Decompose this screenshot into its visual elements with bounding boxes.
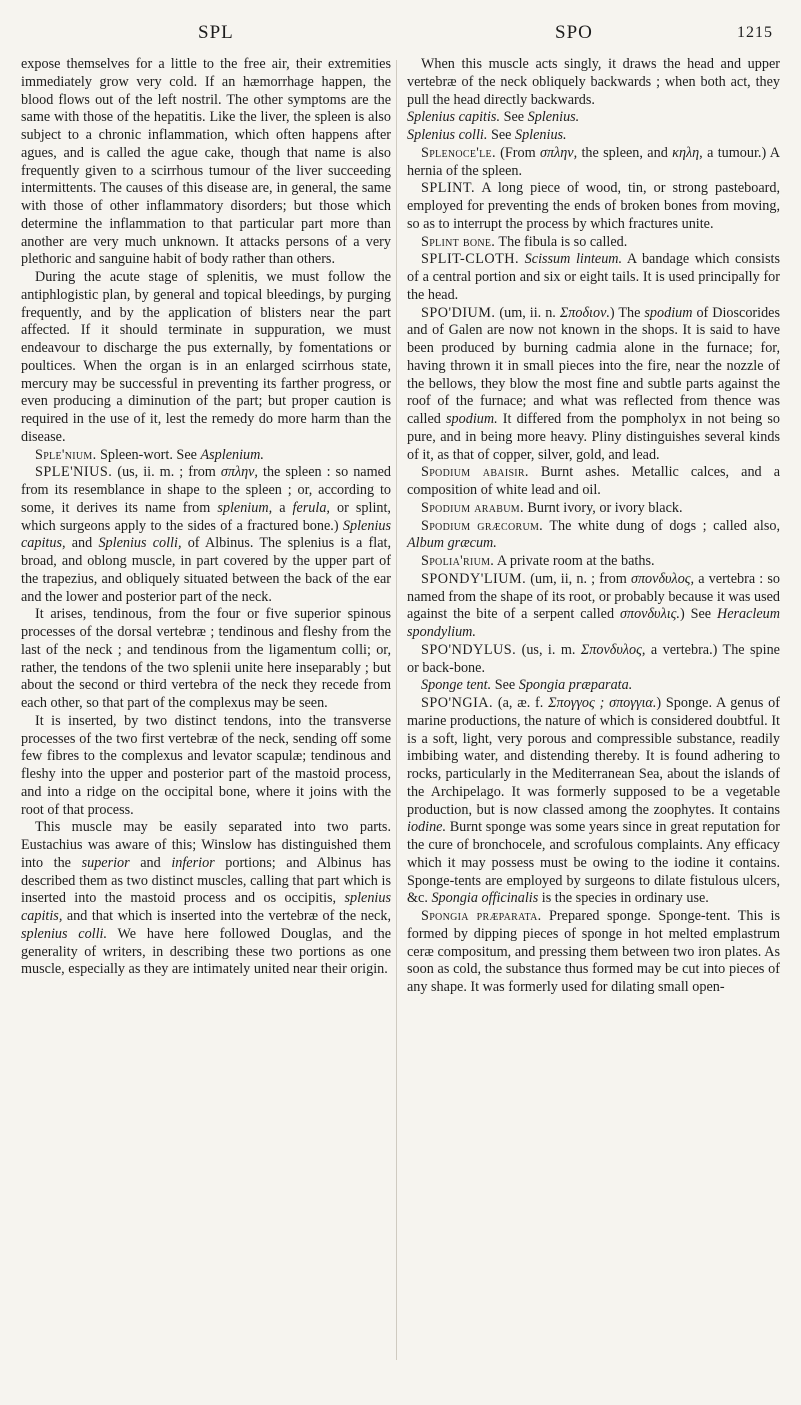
greek-text: Σποδιον.	[559, 304, 610, 321]
entry-headword: Splint bone.	[421, 233, 496, 250]
entry-splint-bone: Splint bone. The fibula is so called.	[421, 233, 628, 250]
entry-spodium: SPO'DIUM. (um, ii. n. Σποδιον.) The spodium of Dioscorides and of Galen are now not known in the shops. It is said to have been produced by burning cadmia alone in the furnace; for, having thrown it in small pieces into the fire, near the nozzle of the bellows, they blow the most fine and subtle parts against the roof of the furnace; and what was reflected from thence was called spodium. It differed from the pompholyx in not being so pure, and in being more heavy. Pliny distinguishes several kinds of it, as that of copper, silver, gold, and lead.	[407, 304, 781, 463]
cross-reference: Asplenium.	[200, 446, 264, 463]
greek-text: σπονδυλος,	[630, 570, 695, 587]
entry-spondylium: SPONDY'LIUM. (um, ii, n. ; from σπονδυλος, a vertebra : so named from the shape of its root, or probably because it was used against the bite of a serpent called σπονδυλις.) See Heracleum spondylium.	[407, 570, 780, 640]
page-number: 1215	[737, 24, 773, 41]
entry-headword: SPO'NDYLUS.	[421, 641, 517, 658]
entry-spondylus: SPO'NDYLUS. (us, i. m. Σπονδυλος, a vertebra.) The spine or back-bone.	[407, 641, 780, 676]
cross-reference: Heracleum spondylium.	[407, 606, 780, 640]
cross-reference: Splenius.	[527, 109, 580, 126]
right-column	[407, 56, 780, 997]
entry-spodium-arabum: Spodium arabum. Burnt ivory, or ivory black.	[421, 499, 683, 516]
entry-split-cloth: SPLIT-CLOTH. Scissum linteum. A bandage which consists of a central portion and six or eight tails. It is used principally for the head.	[407, 251, 780, 303]
entry-headword: Sponge tent.	[421, 677, 492, 694]
running-header	[0, 22, 801, 52]
entry-spodium-abaisir: Spodium abaisir. Burnt ashes. Metallic calces, and a composition of white lead and oil.	[407, 464, 780, 498]
entry-spongia-praeparata: Spongia præparata. Prepared sponge. Sponge-tent. This is formed by dipping pieces of sponge in hot melted emplastrum ceræ compositum, and pressing them between two iron plates. As soon as cold, the substance thus formed may be cut into pieces of any shape. It was formerly used for dilating small open-	[407, 908, 780, 995]
greek-text: κηλη,	[672, 144, 703, 161]
entry-headword: Splenoce'le.	[421, 144, 496, 161]
greek-text: Σπονδυλος,	[580, 641, 646, 658]
entry-splenius: SPLE'NIUS. (us, ii. m. ; from σπλην, the spleen : so named from its resemblance in shape to the spleen ; or, according to some, it derives its name from splenium, a ferula, or splint, which surgeons apply to the sides of a fractured bone.) Splenius capitus, and Splenius colli, of Albinus. The splenius is a flat, broad, and oblong muscle, in part covered by the upper part of the trapezius, and obliquely situated between the back of the ear and the lower and posterior part of the neck.	[21, 464, 392, 605]
paragraph: expose themselves for a little to the free air, their extremities immediately grow very cold. If an hæmorrhage happen, the blood flows out of the left nostril. The other symptoms are the same with those of the hepatitis. Like the liver, the spleen is also subject to a chronic inflammation, which often happens after agues, and is called the ague cake, though that name is also frequently given to a scirrhous tumour of the liver succeeding intermittents. The causes of this disease are, in general, the same with those of other inflammatory disorders; but those which determine the inflammation to that particular part more than another are very much unknown. It attacks persons of a very plethoric and sanguine habit of body rather than others.	[21, 56, 391, 268]
entry-headword: Spodium græcorum.	[421, 517, 544, 534]
header-right-word: SPO	[555, 22, 593, 43]
cross-reference: Splenius.	[514, 127, 567, 143]
paragraph: It arises, tendinous, from the four or five superior spinous processes of the dorsal vertebræ ; tendinous and fleshy from the last of the neck ; and tendinous from the ligamentum colli; or, rather, the tendons of the two splenii unite here inseparably ; but about the second or third vertebra of the neck they recede from each other, so that part of the complexus may be seen.	[21, 606, 391, 711]
paragraph: When this muscle acts singly, it draws the head and upper vertebræ of the neck obliquely backwards ; when both act, they pull the head directly backwards.	[407, 56, 780, 108]
entry-splenius-capitis: Splenius capitis. See Splenius.	[407, 109, 580, 126]
entry-headword: Splenius capitis.	[407, 109, 501, 126]
entry-spongia: SPO'NGIA. (a, æ. f. Σπογγος ; σπογγια.) Sponge. A genus of marine productions, the nature of which is considered doubtful. It is a soft, light, very porous and compressible substance, readily imbibing water, and distending thereby. It is found adhering to rocks, particularly in the Mediterranean Sea, about the islands of the Archipelago. It was formerly supposed to be a vegetable production, but is now classed among the zoophytes. It contains iodine. Burnt sponge was some years since in great reputation for the cure of bronchocele, and scrofulous complaints. Any efficacy which it may possess must be owing to the iodine it contains. Sponge-tents are employed by surgeons to dilate fistulous ulcers, &c. Spongia officinalis is the species in ordinary use.	[407, 695, 780, 907]
paragraph: During the acute stage of splenitis, we must follow the antiphlogistic plan, by general and topical bleedings, by purging frequently, and by the application of blisters near the part affected. If it should terminate in suppuration, we must endeavour to discharge the pus externally, by fomentations or poultices. When the organ is in an enlarged scirrhous state, mercury may be successful in preventing its farther progress, or even producing a diminution of the part; but proper caution is required in the use of it, lest the remedy do more harm than the disease.	[21, 269, 391, 445]
entry-spodium-graecorum: Spodium græcorum. The white dung of dogs ; called also, Album græcum.	[407, 517, 781, 552]
header-left-word: SPL	[198, 22, 234, 43]
entry-headword: Spodium arabum.	[421, 499, 524, 516]
cross-reference: Spongia præparata.	[518, 677, 633, 694]
entry-headword: SPLE'NIUS.	[35, 464, 113, 481]
entry-spoliarium: Spolia'rium. A private room at the baths.	[421, 553, 655, 569]
column-divider	[396, 60, 397, 1360]
entry-headword: Spolia'rium.	[421, 553, 495, 569]
greek-text: σπλην,	[220, 464, 258, 481]
greek-text: Σπογγος ; σπογγια.	[548, 695, 657, 711]
entry-headword: SPONDY'LIUM.	[421, 570, 527, 587]
entry-headword: Spodium abaisir.	[421, 464, 529, 481]
entry-splenocele: Splenoce'le. (From σπλην, the spleen, and κηλη, a tumour.) A hernia of the spleen.	[407, 144, 781, 179]
entry-headword: Sple'nium.	[35, 446, 97, 463]
entry-sponge-tent: Sponge tent. See Spongia præparata.	[421, 677, 633, 694]
entry-splenius-colli: Splenius colli. See Splenius.	[407, 127, 567, 143]
entry-headword: SPLINT.	[421, 180, 476, 197]
paragraph: It is inserted, by two distinct tendons, into the transverse processes of the two first vertebræ of the neck, sending off some few fibres to the complexus and levator scapulæ; tendinous and fleshy into the upper and posterior part of the mastoid process, and into a ridge on the occipital bone, where it joins with the root of that process.	[21, 712, 391, 818]
entry-headword: Spongia præparata.	[421, 908, 542, 924]
greek-text: σπονδυλις.	[619, 606, 680, 623]
entry-headword: SPO'NGIA.	[421, 695, 494, 711]
left-column	[21, 56, 391, 979]
entry-headword: SPO'DIUM.	[421, 304, 496, 321]
paragraph: This muscle may be easily separated into two parts. Eustachius was aware of this; Winslow has distinguished them into the superior and inferior portions; and Albinus has described them as two distinct muscles, calling that part which is inserted into the mastoid process and os occipitis, splenius capitis, and that which is inserted into the vertebræ of the neck, splenius colli. We have here followed Douglas, and the generality of writers, in describing these two portions as one muscle, especially as they are intimately united near their origin.	[21, 819, 391, 978]
entry-splenium: Sple'nium. Spleen-wort. See Asplenium.	[35, 446, 264, 463]
entry-headword: Splenius colli.	[407, 127, 488, 143]
entry-splint: SPLINT. A long piece of wood, tin, or strong pasteboard, employed for preventing the ends of broken bones from moving, so as to interrupt the process by which fractures unite.	[407, 180, 780, 232]
greek-text: σπλην,	[539, 144, 578, 161]
entry-headword: SPLIT-CLOTH.	[421, 251, 520, 268]
